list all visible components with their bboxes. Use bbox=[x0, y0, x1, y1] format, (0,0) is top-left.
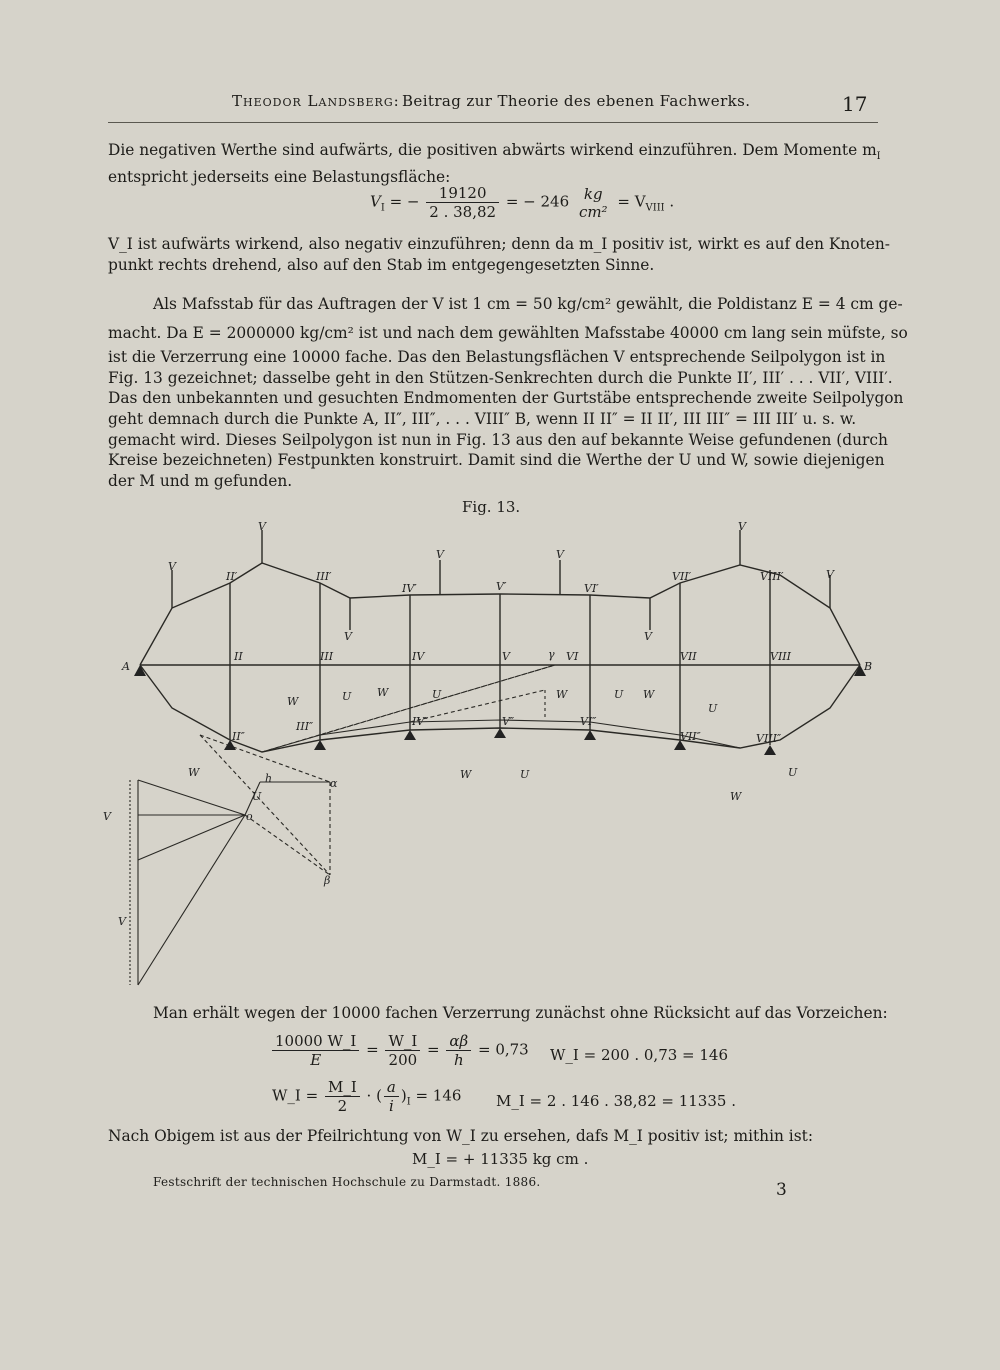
svg-text:V: V bbox=[344, 630, 352, 643]
svg-text:U: U bbox=[342, 690, 352, 703]
equation-2-right: W_I = 200 . 0,73 = 146 bbox=[550, 1046, 729, 1064]
svg-text:V″: V″ bbox=[502, 715, 515, 728]
svg-text:V: V bbox=[436, 548, 444, 561]
svg-text:VI: VI bbox=[566, 650, 579, 663]
svg-text:VIII′: VIII′ bbox=[760, 570, 784, 583]
header-title: Beitrag zur Theorie des ebenen Fachwerks. bbox=[402, 92, 751, 110]
svg-text:III″: III″ bbox=[296, 720, 314, 733]
para3-line-3: ist die Verzerrung eine 10000 fache. Das den Belastungsflächen V entsprechende Seilpolygon ist in bbox=[108, 348, 886, 367]
svg-text:VIII″: VIII″ bbox=[756, 732, 782, 745]
para1-line-1: Die negativen Werthe sind aufwärts, die positiven abwärts wirkend einzuführen. Dem Momente $m_I$ bbox=[108, 141, 881, 163]
equation-1: $V_I$ = − $\frac{19120}{2 . 38,82}$ = − 246 kg cm² = $V_{VIII}$ . bbox=[370, 184, 675, 221]
svg-text:W: W bbox=[643, 688, 655, 701]
svg-text:II: II bbox=[234, 650, 243, 663]
svg-text:V: V bbox=[103, 810, 111, 823]
label-A: A bbox=[122, 660, 130, 673]
equation-3-right: M_I = 2 . 146 . 38,82 = 11335 . bbox=[496, 1092, 736, 1110]
svg-text:h: h bbox=[265, 772, 273, 785]
svg-text:V: V bbox=[738, 520, 746, 533]
truss-structure bbox=[140, 530, 860, 752]
svg-text:VI′: VI′ bbox=[584, 582, 599, 595]
svg-text:VI″: VI″ bbox=[580, 715, 597, 728]
para4-line: Man erhält wegen der 10000 fachen Verzerrung zunächst ohne Rücksicht auf das Vorzeichen: bbox=[153, 1004, 888, 1022]
para3-line-8: Kreise bezeichneten) Festpunkten konstruirt. Damit sind die Werthe der U und W, sowie diejenigen bbox=[108, 451, 885, 470]
svg-text:β: β bbox=[324, 874, 331, 887]
para3-line-9: der M und m gefunden. bbox=[108, 471, 293, 490]
svg-text:U: U bbox=[788, 766, 798, 779]
paragraph-4 bbox=[108, 1003, 888, 1024]
svg-text:U: U bbox=[432, 688, 442, 701]
svg-text:V: V bbox=[826, 568, 834, 581]
para2-line-2: punkt rechts drehend, also auf den Stab im entgegengesetzten Sinne. bbox=[108, 256, 655, 274]
page-number: 17 bbox=[842, 92, 868, 116]
figure-labels bbox=[103, 520, 872, 928]
para3-line-4: Fig. 13 gezeichnet; dasselbe geht in den Stützen-Senkrechten durch die Punkte II′, III′ . . . VII′, VIII′. bbox=[108, 368, 893, 387]
svg-text:V: V bbox=[502, 650, 510, 663]
svg-text:VII′: VII′ bbox=[672, 570, 692, 583]
svg-text:U: U bbox=[708, 702, 718, 715]
figure-caption: Fig. 13. bbox=[462, 498, 521, 516]
para3-line-2: macht. Da E = 2000000 kg/cm² ist und nach dem gewählten Mafsstabe 40000 cm lang sein müfste, so bbox=[108, 323, 908, 342]
svg-text:IV′: IV′ bbox=[402, 582, 417, 595]
svg-text:IV: IV bbox=[412, 650, 425, 663]
svg-text:V: V bbox=[556, 548, 564, 561]
svg-text:III′: III′ bbox=[316, 570, 332, 583]
equation-3: W_I = $\frac{M\_I}{2}$ · ( $\frac{a}{i}$ )$_I = 146$ bbox=[272, 1078, 462, 1115]
svg-text:U: U bbox=[520, 768, 530, 781]
svg-text:U: U bbox=[614, 688, 624, 701]
para3-line-1: Als Mafsstab für das Auftragen der V ist 1 cm = 50 kg/cm² gewählt, die Poldistanz E = 4 cm ge- bbox=[153, 295, 903, 313]
equation-2: $\frac{10000 W\_I}{E}$ = $\frac{W\_I}{200}$ = $\frac{\alpha\beta}{h}$ = 0,73 bbox=[270, 1032, 529, 1069]
para1-line-2: entspricht jederseits eine Belastungsfläche: bbox=[108, 168, 451, 187]
svg-text:W: W bbox=[556, 688, 568, 701]
svg-text:V: V bbox=[118, 915, 126, 928]
para3-line-6: geht demnach durch die Punkte A, II″, III″, . . . VIII″ B, wenn II II″ = II II′, III III″ = III III′ u. s. w. bbox=[108, 409, 857, 428]
label-B: B bbox=[864, 660, 873, 673]
svg-text:VII″: VII″ bbox=[680, 730, 701, 743]
paragraph-5 bbox=[108, 1126, 870, 1147]
svg-text:II″: II″ bbox=[232, 730, 245, 743]
svg-text:V′: V′ bbox=[496, 580, 507, 593]
svg-text:V: V bbox=[258, 520, 266, 533]
footer-text: Festschrift der technischen Hochschule zu Darmstadt. 1886. bbox=[153, 1175, 541, 1189]
svg-text:W: W bbox=[377, 686, 389, 699]
svg-text:W: W bbox=[188, 766, 200, 779]
para2-line-1: V_I ist aufwärts wirkend, also negativ einzuführen; denn da m_I positiv ist, wirkt es auf den Knoten- bbox=[108, 235, 890, 253]
svg-text:V: V bbox=[644, 630, 652, 643]
para3-line-5: Das den unbekannten und gesuchten Endmomenten der Gurtstäbe entsprechende zweite Seilpolygon bbox=[108, 389, 904, 408]
svg-text:W: W bbox=[287, 695, 299, 708]
para3-line-7: gemacht wird. Dieses Seilpolygon ist nun in Fig. 13 aus den auf bekannte Weise gefundenen (durch bbox=[108, 430, 888, 449]
svg-text:W: W bbox=[730, 790, 742, 803]
sheet-signature: 3 bbox=[776, 1180, 787, 1200]
svg-text:U: U bbox=[252, 790, 262, 803]
svg-text:γ: γ bbox=[548, 648, 555, 661]
svg-text:IV″: IV″ bbox=[412, 715, 429, 728]
svg-text:III: III bbox=[320, 650, 334, 663]
svg-text:II′: II′ bbox=[226, 570, 238, 583]
svg-text:V: V bbox=[168, 560, 176, 573]
svg-text:α: α bbox=[330, 777, 338, 790]
svg-text:W: W bbox=[460, 768, 472, 781]
svg-text:VIII: VIII bbox=[770, 650, 791, 663]
header-author: Theodor Landsberg: bbox=[232, 92, 400, 110]
svg-text:VII: VII bbox=[680, 650, 697, 663]
equation-4: M_I = + 11335 kg cm . bbox=[412, 1150, 589, 1168]
force-polygon bbox=[130, 735, 330, 985]
svg-text:o: o bbox=[246, 810, 253, 823]
para5-line: Nach Obigem ist aus der Pfeilrichtung von W_I zu ersehen, dafs M_I positiv ist; mithin ist: bbox=[108, 1127, 814, 1145]
